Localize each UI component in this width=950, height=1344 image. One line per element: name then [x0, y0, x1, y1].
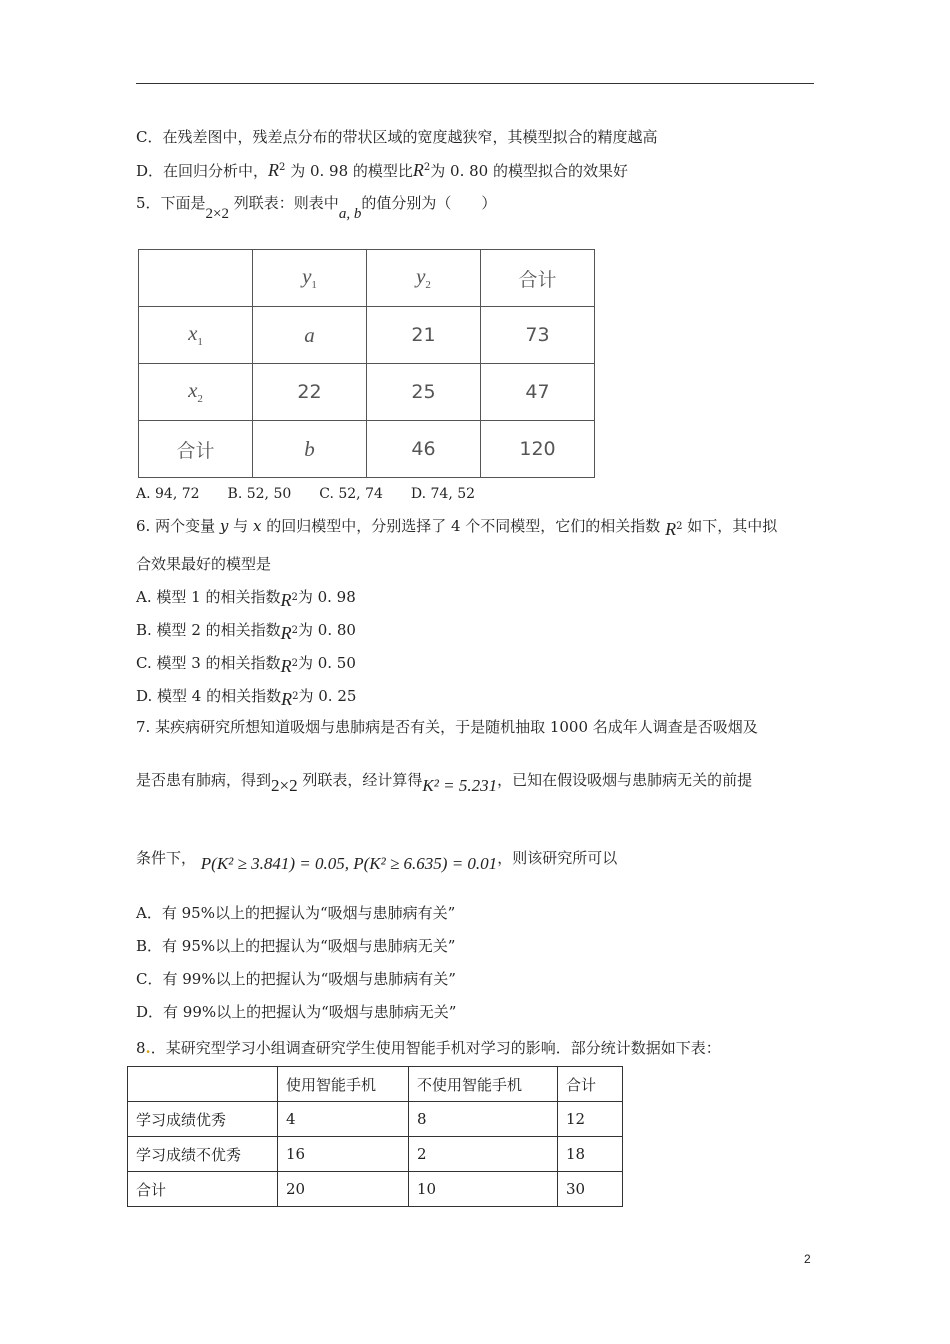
question-5-options: A. 94, 72 B. 52, 50 C. 52, 74 D. 74, 52 [136, 486, 476, 502]
question-6-line2: 合效果最好的模型是 [136, 555, 272, 573]
table-cell: 18 [558, 1137, 623, 1172]
table-cell: 学习成绩不优秀 [128, 1137, 278, 1172]
table-cell: 120 [481, 421, 595, 478]
table-cell: 46 [367, 421, 481, 478]
question-6: 6. 两个变量 y 与 x 的回归模型中，分别选择了 4 个不同模型，它们的相关指数 $R^2$ 如下，其中拟 [136, 517, 778, 539]
table-cell: $x_2$ [139, 364, 253, 421]
option-d: D．在回归分析中，$R^2$ 为 0. 98 的模型比$R^2$为 0. 80 的模型拟合的效果好 [136, 160, 628, 180]
q7-option-a: A．有 95%以上的把握认为“吸烟与患肺病有关” [136, 904, 456, 922]
page-number: 2 [804, 1252, 811, 1266]
table-row [128, 1102, 623, 1137]
table-cell: 12 [558, 1102, 623, 1137]
table-cell: 30 [558, 1172, 623, 1207]
table-cell: $x_1$ [139, 307, 253, 364]
table-cell: 学习成绩优秀 [128, 1102, 278, 1137]
question-7-line3: 条件下， P(K² ≥ 3.841) = 0.05, P(K² ≥ 6.635) = 0.01，则该研究所可以 [136, 849, 618, 873]
contingency-table-q5 [138, 249, 595, 478]
survey-table-q8 [127, 1066, 623, 1207]
table-cell: 合计 [128, 1172, 278, 1207]
q6-option-b: B. 模型 2 的相关指数$R^2$为 0. 80 [136, 621, 356, 643]
table-cell [139, 250, 253, 307]
table-row [139, 307, 595, 364]
table-cell: 73 [481, 307, 595, 364]
q7-option-b: B．有 95%以上的把握认为“吸烟与患肺病无关” [136, 937, 456, 955]
table-cell: 20 [278, 1172, 409, 1207]
table-row [128, 1172, 623, 1207]
table-row [139, 364, 595, 421]
table-cell: $y_1$ [253, 250, 367, 307]
table-cell: 21 [367, 307, 481, 364]
table-cell: 47 [481, 364, 595, 421]
q7-option-c: C．有 99%以上的把握认为“吸烟与患肺病有关” [136, 970, 456, 988]
question-7: 7. 某疾病研究所想知道吸烟与患肺病是否有关，于是随机抽取 1000 名成年人调查是否吸烟及 [136, 718, 758, 736]
table-row [139, 421, 595, 478]
table-cell: 合计 [139, 421, 253, 478]
question-5: 5．下面是2×2 列联表：则表中a, b的值分别为（ ） [136, 194, 497, 222]
table-cell: 8 [409, 1102, 558, 1137]
q6-option-a: A. 模型 1 的相关指数$R^2$为 0. 98 [136, 588, 356, 610]
table-cell: b [253, 421, 367, 478]
table-cell: $y_2$ [367, 250, 481, 307]
table-cell [128, 1067, 278, 1102]
table-cell: 10 [409, 1172, 558, 1207]
option-c: C．在残差图中，残差点分布的带状区域的宽度越狭窄，其模型拟合的精度越高 [136, 128, 658, 146]
header-rule [136, 83, 814, 84]
table-cell: 不使用智能手机 [409, 1067, 558, 1102]
q6-option-c: C. 模型 3 的相关指数$R^2$为 0. 50 [136, 654, 356, 676]
table-cell: 16 [278, 1137, 409, 1172]
question-8: 8.．某研究型学习小组调查研究学生使用智能手机对学习的影响．部分统计数据如下表： [136, 1039, 721, 1057]
table-cell: 25 [367, 364, 481, 421]
table-row [128, 1067, 623, 1102]
table-cell: 4 [278, 1102, 409, 1137]
table-row [128, 1137, 623, 1172]
table-cell: a [253, 307, 367, 364]
table-row [139, 250, 595, 307]
q7-option-d: D．有 99%以上的把握认为“吸烟与患肺病无关” [136, 1003, 457, 1021]
table-cell: 合计 [481, 250, 595, 307]
table-cell: 2 [409, 1137, 558, 1172]
table-cell: 使用智能手机 [278, 1067, 409, 1102]
table-cell: 22 [253, 364, 367, 421]
table-cell: 合计 [558, 1067, 623, 1102]
question-7-line2: 是否患有肺病，得到2×2 列联表，经计算得K² = 5.231，已知在假设吸烟与患肺病无关的前提 [136, 771, 753, 795]
q6-option-d: D. 模型 4 的相关指数$R^2$为 0. 25 [136, 687, 357, 709]
